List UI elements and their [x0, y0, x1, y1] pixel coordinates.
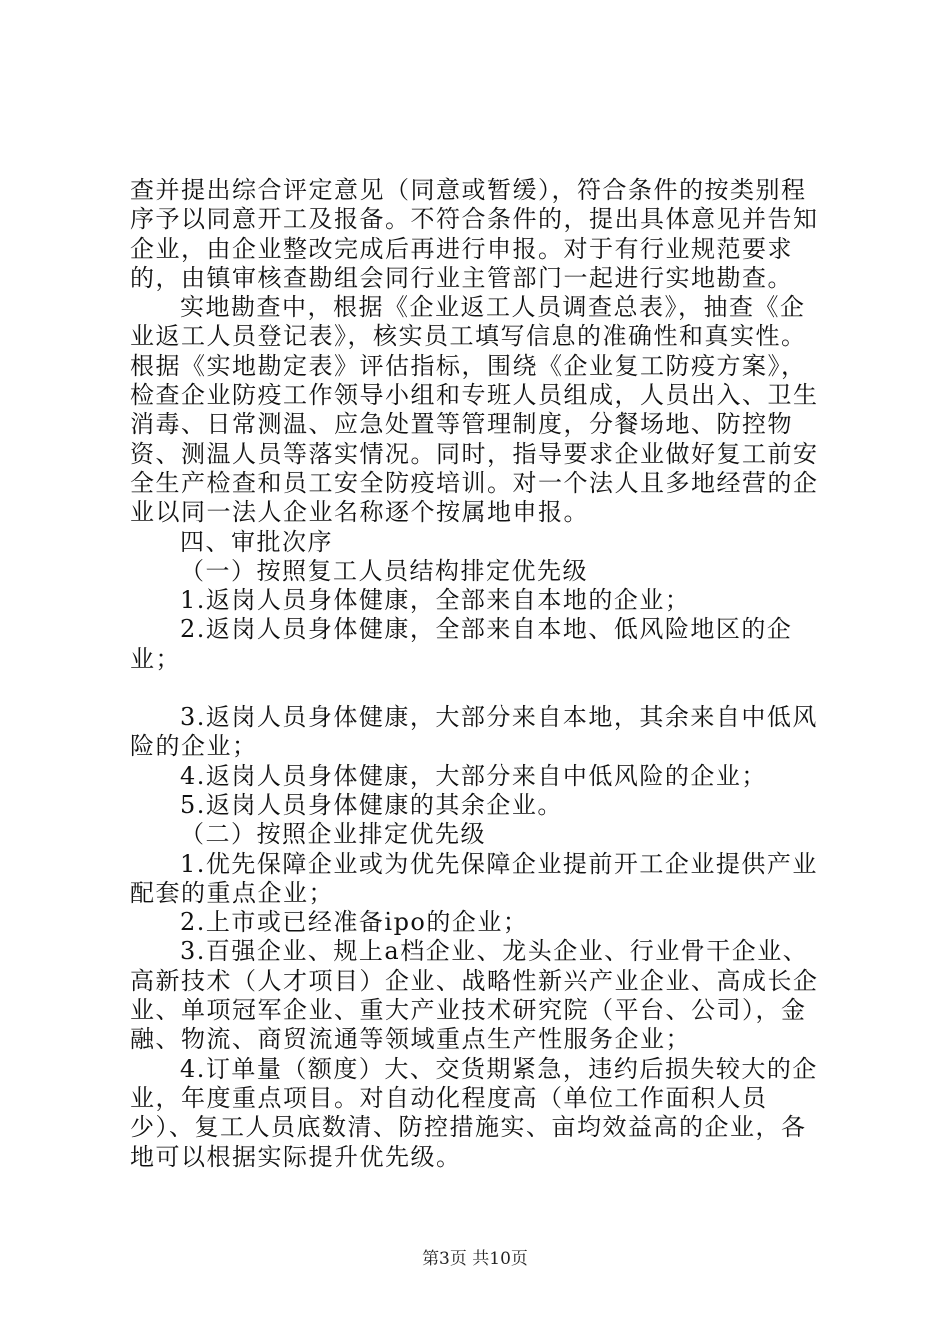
list-item-enterprise-3: 3.百强企业、规上a档企业、龙头企业、行业骨干企业、高新技术（人才项目）企业、战略性新兴产业企业、高成长企业、单项冠军企业、重大产业技术研究院（平台、公司），金融、物流、商贸流通等领域重点生产性服务企业； — [130, 937, 819, 1054]
paragraph-review-opinion: 查并提出综合评定意见（同意或暂缓），符合条件的按类别程序予以同意开工及报备。不符合条件的，提出具体意见并告知企业，由企业整改完成后再进行申报。对于有行业规范要求的，由镇审核查勘组会同行业主管部门一起进行实地勘查。 — [130, 176, 819, 292]
list-item-personnel-3: 3.返岗人员身体健康，大部分来自本地，其余来自中低风险的企业； — [130, 703, 818, 761]
page-number-footer: 第3页 共10页 — [422, 1249, 528, 1269]
list-item-enterprise-1: 1.优先保障企业或为优先保障企业提前开工企业提供产业配套的重点企业； — [130, 849, 818, 907]
document-body — [130, 176, 830, 1172]
list-item-personnel-5: 5.返岗人员身体健康的其余企业。 — [180, 790, 563, 819]
subheading-by-personnel-structure: （一）按照复工人员结构排定优先级 — [180, 556, 588, 585]
list-item-enterprise-2: 2.上市或已经准备ipo的企业； — [180, 908, 529, 937]
list-item-personnel-1: 1.返岗人员身体健康，全部来自本地的企业； — [180, 586, 691, 615]
section-heading-approval-order: 四、审批次序 — [180, 527, 333, 556]
list-item-personnel-2: 2.返岗人员身体健康，全部来自本地、低风险地区的企业； — [130, 615, 793, 673]
paragraph-site-inspection: 实地勘查中，根据《企业返工人员调查总表》，抽查《企业返工人员登记表》，核实员工填写信息的准确性和真实性。根据《实地勘定表》评估指标，围绕《企业复工防疫方案》，检查企业防疫工作领导小组和专班人员组成，人员出入、卫生消毒、日常测温、应急处置等管理制度，分餐场地、防控物资、测温人员等落实情况。同时，指导要求企业做好复工前安全生产检查和员工安全防疫培训。对一个法人且多地经营的企业以同一法人企业名称逐个按属地申报。 — [130, 293, 819, 527]
subheading-by-enterprise: （二）按照企业排定优先级 — [180, 820, 486, 849]
list-item-enterprise-4: 4.订单量（额度）大、交货期紧急，违约后损失较大的企业，年度重点项目。对自动化程度高（单位工作面积人员少）、复工人员底数清、防控措施实、亩均效益高的企业，各地可以根据实际提升优先级。 — [130, 1054, 818, 1171]
list-item-personnel-4: 4.返岗人员身体健康，大部分来自中低风险的企业； — [180, 761, 767, 790]
blank-line — [130, 674, 830, 703]
